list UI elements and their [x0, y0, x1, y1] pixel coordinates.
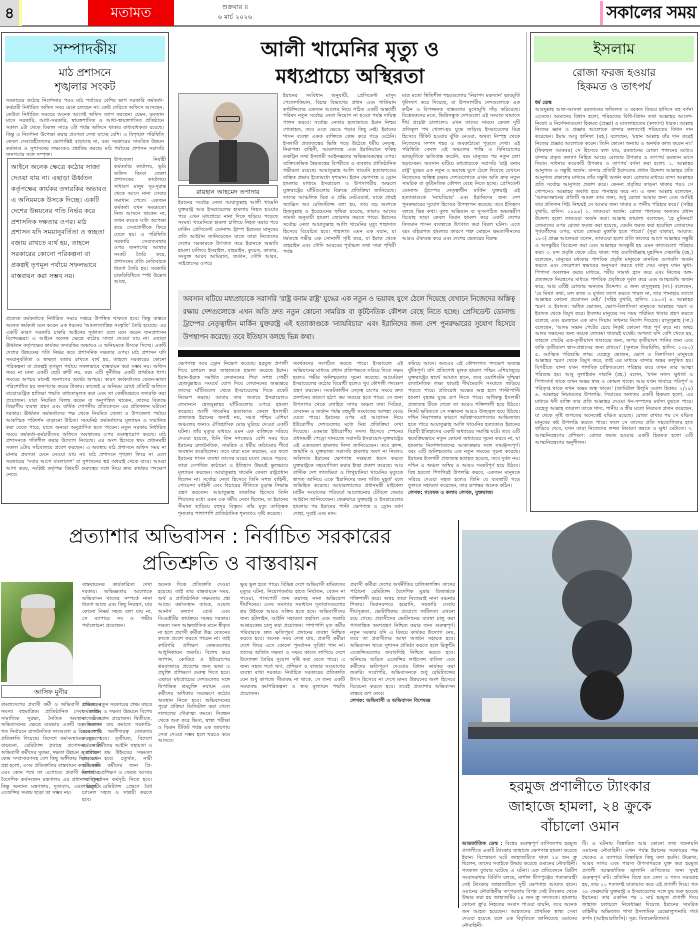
photo-ship-hull: [468, 727, 698, 739]
news-text: বিশ্বের গুরুত্বপূর্ণ বাণিজ্যপথ হরমুজ প্রণালীতে একটি ট্যাংকার জাহাজে ক্ষেপণাস্ত্র হামলা করেছে ইরান। বিস্ফোরণ ঘটে জাহাজটিতে থাকা ২৪ জন ক্রু ছিলেন, তাদের সবাইকে উদ্ধার করেছে ওমানের নৌবাহিনী। গতকাল বুধবার ঘটেছে এ ঘটনা। এক প্রতিবেদনে ব্রিটিশ সংবাদমাধ্যম বিবিসি বলছে, মার্শাল দ্বীপপুঞ্জের পতাকাবাহী সেই ট্যাংকার জাহাজটিতে দুটি ক্ষেপণাস্ত্র আঘাত হানে। ওমানের নৌবাহিনীর তৎপরতায় বিপন্ন সেই ট্যাংকার থেকে উদ্ধার করা হয় জাহাজটির ২৪ জন ক্রু সদস্যকে। হামলায় কোনো ক্রু'র নিহতের সংবাদ পাওয়া যায়নি, তবে অনেক জন আহত হয়েছেন। আহতদের প্রাথমিক স্বাস্থ্য সেবা দেওয়া হয়েছে বলে এক বিবৃতিতে জানিয়েছে ওমানের নৌবাহিনী-: [462, 841, 577, 929]
lead-byline: লেখক: গবেষক ও কলাম লেখক, যুক্তরাজ্য: [408, 490, 493, 497]
date: ৬ মার্চ ২০২৬: [217, 13, 253, 21]
news-headline-line: বাঁচালো ওমান: [540, 819, 620, 835]
lead-bottom-column-1: ক্ষেপণাস্ত্র আর ড্রোন নিক্ষেপ করেছে। হরমুজ প্রণালী দিয়ে চলাচল করা জাহাজকে হামলা করেছে ইরান। ইরান-ইরাক সমর্থিত লেবাননের শিয়া সশস্ত্র গোষ্ঠী হেজবুল্লাহও সংঘর্ষে যোগ দিয়ে লেবাননের অভ্যন্তরে তাদের ঘাঁটিগুলো থেকে ইসরায়েলের দিকে রকেট নিক্ষেপ করছে। আবার তার জবাবে ইসরায়েলও লেবাননে হেজবুল্লাহর ঘাঁটিগুলোর ওপরে হামলা করেছে। আলী খামেনির হত্যাকাণ্ড কেবল ইসলামী প্রজাতন্ত্র ইরানের জন্যই নয়, সমগ্র পশ্চিম এশিয়া অঞ্চলের জন্যও ঐতিহাসিক মোড় ঘুরিয়ে দেওয়া একটি ঘটনা। তাঁর মৃত্যুর মাধ্যমে এমন এক ব্যক্তিকে সরিয়ে দেওয়া হয়েছে, যিনি তিন দশকেরও বেশি সময় ধরে ইরানের রাজনৈতিক, সামরিক ও ধর্মীয় কাঠামোর শীর্ষে অবস্থান করেছিলেন। তবে যারা মনে করছেন, এর ফলে ইরানের শাসন ব্যবস্থা তাসের ঘরের মতো ভেঙে পড়বে; তারা সেপথিত কাঠামো ও ইতিহাস উভয়ই ভুলভাবে মূল্যায়ন করছেন। আয়াতুল্লাহ খামেনি কেবল রাষ্ট্রপ্রধান ছিলেন না। সর্বোচ্চ নেতা হিসেবে তিনি সশস্ত্র বাহিনী, গোয়েন্দা বাহিনী এবং বিচারের নীতিতে চূড়ান্ত সিদ্ধান্ত গ্রহণ করতেন। আয়াতুল্লাহ তাকফির হিসেবে তিনি শিয়াদের মধ্যে এমন এক ধর্মীয় নেতা ছিলেন, যা ইরানের সীমানা ছাড়িয়ে বহুদূর বিস্তৃত। তাঁর মৃত্যু তাত্ত্বিক শূন্যতার পাশাপাশি প্রাতিষ্ঠানিক শূন্যতাও সৃষ্টি করেছে।: [178, 361, 288, 517]
second-headline[interactable]: [0, 523, 460, 577]
islam-text: আবদুল্লাহ আল-আসফা রমজানের ফজিলত ও বরকত বিষয়ে হাদিসে বহু বর্ণনা এসেছে। আমাদের বিশ্বাস হলো, শরিয়তের বিধি-বিধান তথা আল্লাহর আদেশ-নিষেধ ও নির্দেশনাগুলো হিকমত (প্রজ্ঞা) ও মাসলাহাতের (কল্যাণ) ধারক। আল্লাহ নিজের জ্ঞান ও প্রজ্ঞার আলোকে বান্দার কল্যাণেই শরিয়তের বিধান দান করেছেন। ইমাম আবু হানিফা (রহ.) বলেছেন, 'মহান আল্লাহ যাঁর দান করেই নিজের প্রজ্ঞার আলোকে করেন। তিনি কোনো অন্যায় ও অনর্থক কাজ করেন না।' (ফিকহুল আকবর) সে হিসেবে বলা যায়, রমজানের রোজা পালনের মধ্যেও বান্দার প্রকৃত কল্যাণ নিহিত আছে। রোজার উপকার ও তাৎপর্য রমজান মাসে সিয়াম সাধনার কয়েকটি উপকার ও তাৎপর্য বর্ণনা করা হলো: ১. আল্লাহর আনুগত্য ও সন্তুষ্টি অর্জন: বান্দার প্রতিটি ইবাদতের প্রধান উদ্দেশ্য আল্লাহর প্রতি আনুগত্য প্রকাশের মাধ্যমে তাঁর সন্তুষ্টি অর্জন করা। রোজার মাধ্যমে বান্দা আল্লাহর প্রতি সর্বোচ্চ আনুগত্য প্রকাশ করে। কেননা প্রবৃত্তির তাড়না থাকার পরও সে গোপনেও আল্লাহর অবাধ্য হয়ে পানাহার করে না। এ জন্য আল্লাহ বলেছেন, 'আদমসন্তানের প্রতিটি আমল তার জন্য, শুধু রোজা আমার জন্য এবং আমিই তার প্রতিদান দিই। নিশ্চয়ই সে আমার জন্য খাবার ও পানীয় পরিহার করে।' (সহিহ বুখারি, হাদিস: ১৮৯৪) ২. তাকওয়া অর্জন: রোজা পালনের অন্যতম প্রধান উদ্দেশ্য হলো তাকওয়া অর্জন করা। আল্লাহ তায়ালা বলেছেন, 'হে মুমিনরা! তোমাদের ওপর রোজা ফরজ করা হয়েছে, যেমনি ফরজ করা হয়েছিল তোমাদের পূর্ববর্তীদের ওপর, যাতে তোমরা মুত্তাকি হতে পারো।' (সুরা বাকারা, আয়াত: ১৮৩) প্রাজ্ঞ আলেমরা বলেন, তাকওয়া হলো প্রতি কাজের আগে আল্লাহর সন্তুষ্টি ও অসন্তুষ্টির বিবেচনা করা এবং আল্লাহর অসন্তুষ্টি হয় এমন কাজগুলো পরিহার করা। ৩. মন্দ প্রবৃত্তি থেকে বেঁচে থাকা: শাহ ওয়ালিউল্লাহ মুহাদ্দিস দেহলভি (রহ.) বলেছেন, মানুষের মধ্যকার পাশবিক প্রবৃত্তি মানুষকে মানবিক গুণাবলি অর্জন করতে এবং ফেরেশতা স্বভাবের অনুসরণ করতে বাধা দেয়। মানুষ যখন ক্ষুধা-পিপাসা অবলম্বন করার মাধ্যমে, শরীর সামর্থ্য হ্রাস করে এবং নিজের অঙ্গ-প্রত্যঙ্গকে নিয়ন্ত্রণের মাধ্যমে পাশবিক প্রবৃত্তিকে দুর্বল করে এবং আত্মশুদ্ধি অর্জন করে, আর এটিই রোজার অন্যতম উদ্দেশ্য। এ জন্য রাসুলুল্লাহ (সা.) বলেছেন, 'যে মিথ্যা কথা, মন্দ কাজ ও মূর্খতা ত্যাগ করতে পারল না, তার পানাহার ত্যাগে আল্লাহর কোনো প্রয়োজন নেই।' (সহিহ বুখারি, হাদিস: ১৯০৩) ৪. আল্লাহর স্মরণ ও ইবাদত: অধিক ভোজন, ভোগ-বিলাসিতা মানুষকে আল্লাহর স্মরণ ও ইবাদত থেকে বিমুখ করে। ইসলাম মানুষের সব সময় পরিমিত খাবার গ্রহণ করতে বলেছে এবং রমজানে এক মাস সিয়াম সাধনার নির্দেশ দিয়েছে। রাসুলুল্লাহ (সা.) বলেছেন, 'আদম সন্তান পেটের চেয়ে নিকৃষ্ট কোনো পাত্র পূর্ণ করে না। অথচ আদম সন্তানের জন্য কয়েক লোকমা খাবারই যথেষ্ট। অগত্যা যদি বেশি খেতে হয়, তাহলে পেটের এক-তৃতীয়াংশ খাবারের জন্য, অপর তৃতীয়াংশ পানির জন্য এবং বাকি তৃতীয়াংশ শ্বাস-প্রশ্বাসের জন্য রাখবে।' (সুনানে তিরমিজি, হাদিস: ২৩৮০) ৫. আত্মিক পরিশুদ্ধি লাভ: যেহেতু ভোজন, ভোগ ও বিলাসিতা মানুষকে আল্লাহর স্মরণ থেকে বিমুখ করে, তাই এর মাধ্যমে বান্দার অন্তর কলুষিত হয়। বিপরীতে বান্দা যখন পাশবিক চাহিদাগুলো পরিহার করে তখন তার আত্মা পরিশুদ্ধ হয়। আবু সুলাইমান দারানি (রহ.) বলেন, 'যখন নফস ক্ষুধার্ত ও পিপাসার্ত থাকে তখন অন্তর স্বচ্ছ ও কোমল থাকে। আর যখন খাবারে পরিপূর্ণ ও পরিতৃপ্ত থাকে তখন অন্তর অন্ধ থাকে।' (জামিউল উলুমি ওয়াল হিকাম: ২/২৯) ৬. আল্লাহর নিয়ামতের উপলব্ধি: সিয়ামের অন্যতম একটি হিকমত হলো, এর মাধ্যমে ধনী ব্যক্তি তার প্রতি আল্লাহর দেওয়া ধন-সম্পদের মর্যাদা বুঝতে পারে। যেহেতু আল্লাহ তায়ালা তাকে খাদ্য, পানীয় ও স্ত্রীর মতো নিয়ামত প্রদান করেছেন, যা থেকে সৃষ্টি জগতের অনেকেই বঞ্চিত রয়েছে। রোজা রাখার পর সে বঞ্চিত মানুষের কষ্ট উপলব্ধি করতে পারে। ফলে সে তাদের প্রতি সহযোগিতার হাত বাড়িয়ে দেবে, যখন তারা নিজেদের লজ্জা নিবারণ করতে ও ক্ষুধা মেটাতে। ৭. আত্মনিয়ন্ত্রণের প্রশিক্ষণ: রোজা ফরজ হওয়ার একটি হিকমত হলো এটি আত্মনিয়ন্ত্রণের অনুশীলন।: [535, 107, 693, 447]
editorial-side-text: উপজেলা নির্বাহী কর্মকর্তার কার্যালয়, ভূমি অফিস কিংবা জেলা প্রশাসকের কার্যালয়ে সাধারণ মানুষ দূর-দূরান্ত থেকে আসে নানা সেবার সমাধান পেতে। একজন কর্মকর্তা যখন সময়মতো নিজ আসনে থাকেন না, তখন কয়েক ঘণ্টা অপেক্ষা করে সেবাপ্রার্থীকে ফিরে যেতে হয়। এ পরিস্থিতি সরকারি সেবাব্যবস্থার ওপর জনগণের আস্থার সংকট তৈরি করে, প্রশাসনের প্রতি নেতিবাচক ধারণা তৈরি হয়। সরকারি চাকরিবিধিতে স্পষ্ট উল্লেখ আছে,: [114, 157, 166, 286]
photo-smoke: [580, 670, 624, 720]
author-caption: রায়হান আহমেদ তপাদার: [178, 185, 278, 198]
newspaper-logo[interactable]: সকালের সময়: [600, 1, 696, 25]
page-number: ৪: [0, 0, 22, 26]
news-headline-line: জাহাজে হামলা, ২৪ ক্রুকে: [508, 799, 652, 815]
second-author-photo: [1, 582, 73, 682]
photo-hair: [21, 594, 55, 608]
second-headline-line: প্রত্যাশার অভিবাসন : নির্বাচিত সরকারের: [68, 524, 392, 548]
second-column-1: বাস্তবায়নের কার্যকারিতা দেখা দরকার। অভিজ্ঞতার আলোকে অভিবাসন খাতের সম্পর্কে নানা ধারণা আছে এবং কিছু নিয়ন্ত্রণ, যার কোনো নিষ্কর্ষ সহজ বলা যায় না, সে ব্যাপারে সব ও গভীর পর্যালোচনা প্রয়োজন।: [82, 582, 152, 629]
lead-column-1: ইরানের সর্বোচ্চ নেতা আয়াতুল্লাহ আলী খামেনি যুক্তরাষ্ট্র আর ইসরায়েলের হামলায় নিহত হওয়ার পরে এখন মধ্যপ্রাচ্যে নানা দিকে ছড়িয়ে পড়েছে সংঘর্ষ। খামেনিকে হামলা চালিয়ে নিহত করার পরে মার্কিন প্রেসিডেন্ট ডোনাল্ড ট্রাম্প ইরানের মানুষের প্রতি আহ্বান জানিয়েছেন যাতে তারা নিজেদের দেশের সরকারকে উৎখাত করে ইরানকে অভাবি হামলা চালিয়ে ইসরাইল, বাহরাইন, কুয়েত, কাতার, সংযুক্ত আরব আমিরাত, জর্ডান, সৌদি আরব, সাইপ্রাসের ওপরে: [178, 200, 278, 268]
second-column-2: অনেক দিকে প্রতিশ্রুতি দেওয়া হয়েছে। তাই তার বাস্তবায়নে সময়, অর্থ ও প্রাতিষ্ঠানিক সক্ষমতার প্রশ্ন আছে। কর্মসংস্থান ব্যাংক, ওয়েজ আর্নার্স কল্যাণ বোর্ড এবং বিএমইটির কার্যক্রমে সমন্বয় দরকার। দক্ষতা সনদ আন্তর্জাতিক মানে স্বীকৃত না হলে প্রবাসী কর্মীরা উচ্চ বেতনের কাজে প্রবেশ করতে পারেন না। তাই কারিগরি প্রশিক্ষণ কেন্দ্রগুলোর আধুনিকায়ন জরুরি। বিশেষ করে জাপান, কোরিয়া ও ইউরোপের শ্রমবাজারে প্রবেশের জন্য ভাষা ও প্রযুক্তি প্রশিক্ষণে গুরুত্ব দিতে হবে। এছাড়া মধ্যপ্রাচ্যের দেশগুলোর সঙ্গে দ্বিপাক্ষিক শ্রমচুক্তি নবায়ন এবং কর্মীদের অধিকার সংরক্ষণে কঠোর অবস্থান নিতে হবে। অভিবাসনের পুরো প্রক্রিয়া ডিজিটাল করা গেলে দালালের দৌরাত্ম্য কমবে। নিবন্ধন থেকে শুরু করে ভিসা, স্বাস্থ্য পরীক্ষা ও বিমান টিকিট পর্যন্ত এক জায়গায় সেবা দেওয়া সম্ভব হলে খরচও কমে আসবে।: [158, 582, 230, 745]
islam-body: [535, 100, 693, 514]
second-column-1b: প্রথমত, নতুন সরকারের প্রথম বছরে কর্মসংস্থান ও দক্ষতা উন্নয়নে বিশেষ বাজেট বরাদ্দ প্রয়োজন। দ্বিতীয়ত, অভিবাসন ব্যয় কমাতে সরকারি-বেসরকারি অংশীদারত্ব জোরদার করতে হবে। তৃতীয়ত, বিদেশে কর্মরত কর্মীদের আইনি সহায়তা ও দূতাবাসে শ্রম উইংয়ের সক্ষমতা বাড়াতে হবে। চতুর্থত, নারী অভিবাসী কর্মীদের জন্য প্রি-ডিপার্চার প্রশিক্ষণ ও ফেরত আসার পর পুনর্বাসন কর্মসূচি নিতে হবে। পঞ্চমত, রেমিট্যান্স প্রেরণে বৈধ চ্যানেল সহজ ও সাশ্রয়ী করতে হবে।: [82, 702, 152, 804]
divider-bar: [178, 350, 520, 357]
editorial-intro: সরকারের কঠোর নির্দেশনার পরও মাঠ পর্যায়ের বেশির ভাগ সরকারি কর্মকর্তা-কর্মচারী নির্ধারিত অফিস সময় মেনে চলছেন না। কেউ দেরিতে অফিসে আসছেন, কেউবা নির্ধারিত সময়ের অনেক আগেই অফিস ত্যাগ করছেন। যেমন, রমজান মাসে সরকারি, আধা-সরকারি, স্বায়ত্তশাসিত ও আধা-স্বায়ত্তশাসিত প্রতিষ্ঠানে সকাল ৯টা থেকে বিকাল সাড়ে ৩টা পর্যন্ত অফিসে থাকার বাধ্যবাধকতা রয়েছে। কিন্তু এ নির্দেশনা উপেক্ষা করার প্রবণতা দেখা যাচ্ছে বেশি। এ বিশৃঙ্খল পরিস্থিতি কেবল সেবাগ্রহীতাদের ভোগান্তিই বাড়াচ্ছে না, বরং সরকারের সামগ্রিক উন্নয়ন কর্মকাণ্ড ও সুশাসনের লক্ষ্যকেও প্রশ্নবিদ্ধ করছে। মাঠ পর্যায়ের প্রশাসন সরাসরি জনগণের সঙ্গে সম্পৃক্ত।: [6, 98, 164, 159]
photo-shirt: [7, 642, 73, 684]
editorial-box: [1, 32, 169, 504]
lead-headline[interactable]: [175, 36, 525, 90]
photo-glasses: [216, 116, 240, 122]
lead-bottom-text: কমিয়ে আনে। অতএব এই কৌশলগত পদক্ষেপ অত্যন্ত ঝুঁকিপূর্ণ। যদি প্রতিশোধ মূলক হামলা পশ্চিম এশিয়াজুড়ে যুক্তরাষ্ট্রের স্বার্থে আঘাত হানে, তবে ওয়াশিংটন দুশ্চিন্তা রাজনৈতিক লক্ষ্য ছাড়াই দীর্ঘমেয়াদি সংঘাতে জড়িয়ে পড়তে পারে। প্রতিরোধ অক্ষের অল্প হলে পাল্টাপাল্টি হামলা বৃহত্তর যুদ্ধে রূপ নিতে পারে। অধিকন্তু ইসলামী প্রজাতন্ত্র টিকে গেলে তা আরও শক্তিশালী হয়ে উঠবে। নিকট ভবিষ্যতে সে সম্ভাবনা আরও উজ্জ্বল হয়ে উঠছে। দখিন নিরাপত্তার কারণে অবিশ্বাসযোগ্যতার আভিজাত্য হতে পারে আয়াতুল্লাহ আলি খামেনির হত্যাকাণ্ড ইরানের বিপ্লবী ইতিহাসের একটি অধ্যায়ের সমাপ্তি ঘটে। তবে এটি স্বয়ংক্রিয়ভাবে নতুন কোনো অধ্যায়ের সূচনা করবে না, যা হামলার নির্দেশদাতাদের আকাঙ্ক্ষার সঙ্গে সামঞ্জস্যপূর্ণ। বরং এটি অনিশ্চয়তার এক নতুন সময়ের সূচনা করেছে। ইরানের ইসলামী প্রজাতন্ত্র হতাহত হয়েছে, তবে দুর্বল নয়। দখিন এ অঞ্চল অস্থির ও আরও সংকটপূর্ণ হয়ে উঠবে। বিশ্ব হয়তো শিগগিরই উপলব্ধি করবে, একজন মানুষকে সরিয়ে দেওয়া সহজ হলেও তিনি যে ব্যবস্থাটি গড়ে তুলতে সহায়তা করেছেন, তার রূপান্তর অনেক কঠিন।: [408, 361, 520, 490]
highlight-quote: অবসান ঘটিয়ে মধ্যপ্রাচ্যকে সরাসরি 'রাষ্ট্র বনাম রাষ্ট্র' যুদ্ধের এক নতুন ও ভয়াবহ যুগে ঠেলে দিয়েছে যেখানে নিজেদের অস্তিত্ব রক্ষায় দেশগুলোকে এখন অতি দ্রুত নতুন কোনো সামরিক বা কূটনৈতিক কৌশল বেছে নিতে হচ্ছে। প্রেসিডেন্ট ডোনাল্ড ট্রাম্পের নেতৃত্বাধীন মার্কিন যুক্তরাষ্ট্র এই হত্যাকাণ্ডকে 'ন্যায়বিচার' এবং ইরানিদের জন্য দেশ পুনরুদ্ধারের সুযোগ হিসেবে উপস্থাপন করেছে। তবে ইতিহাস বলছে ভিন্ন কথা।: [178, 290, 520, 347]
islam-banner: ইসলাম: [534, 36, 694, 62]
weekday: শুক্রবার ॥: [222, 3, 248, 11]
editorial-body: প্রত্যেক কর্মকর্তাকে নির্ধারিত সময়ে দপ্তরে উপস্থিত থাকতে হবে। কিন্তু বাস্তবে অনেক কর্মকর্তা মনে করেন এক ধরনের 'আমলাতান্ত্রিক সংস্কৃতি' তৈরি হয়েছে। এর একটি কারণ সরকারি চাকরি আইনের দুর্বলতা বলে মনে করেন জনপ্রশাসন বিশেষজ্ঞরা। এ আইনে অনেক ক্ষেত্রে কঠোর সাজা দেওয়া যায় না। এছাড়া ঊর্ধ্বতন কর্তৃপক্ষের কার্যকর তদারকির অভাবও এ অনিয়মকে উসকে দিচ্ছে। একটি দেশের উন্নয়নের গতি নির্ভর করে প্রশাসনিক দক্ষতার ওপর। মাঠ প্রশাসন যদি সময়ানুবর্তিতা ও স্বচ্ছতা বজায় রাখতে ব্যর্থ হয়, তাহলে সরকারের কোনো পরিকল্পনা বা প্রকল্পই তৃণমূল পর্যায়ে সফলভাবে বাস্তবায়ন করা সম্ভব নয়। অফিস সময় না মানা একটি ছোট ত্রুটি নয়, বরং এটি দুর্নীতির একটি প্রাথমিক ধাপ। সময়ের অপচয় মানেই জনগণের অর্থের অপচয়। কারণ কর্মকর্তাদের বেতন-ভাতা পরিশোধিত হয় জনগণের করের টাকায়। কাজেই এ অনিয়ম রোধে প্রতিটি অফিসে বায়োমেট্রিক হাজিরা পদ্ধতি বাধ্যতামূলক করা এবং তা কেন্দ্রীয়ভাবে তদারকি করা প্রয়োজন। যারা নিয়মিত বিলম্ব করেন বা অনুপস্থিত থাকেন, তাদের বিরুদ্ধে বিভাগীয় ব্যবস্থা গ্রহণ এবং বার্ষিক গোপনীয় প্রতিবেদনে এর প্রতিফলন ঘটানো দরকার। ঊর্ধ্বতন কর্মকর্তাদের পক্ষ থেকে নিয়মিত জেলা ও উপজেলা পর্যায়ে আকস্মিক পরিদর্শন বাড়ানো উচিত। সময়নিষ্ঠ কর্মকর্তাদের মূল্যায়ন ও সম্মানিত করা যেতে পারে, যাতে অন্যরা অনুপ্রাণিত হতে পারেন। নতুন সরকার নির্ধারিত সময়ে কর্মকর্তা-কর্মচারীদের অফিসে অবস্থানের ওপর গুরুত্বারোপ করছে। মাঠ প্রশাসনকে গতিশীল করার উদ্যোগ নিয়েছে। এর অংশ হিসেবে স্বয়ং প্রধানমন্ত্রী সকাল ৯টায় সচিবালয়ে প্রবেশ করছেন। এ অবস্থায় মাঠ প্রশাসনে অফিস সময় না মানার প্রবণতা মেনে নেওয়া যায় না। মাঠ প্রশাসনে শৃঙ্খলা ফিরে না এলে সরকারের 'সবার আগে বাংলাদেশ' বা সুশাসনের স্বপ্ন অধরাই থেকে যাবে। আমরা আশা করব, সংশ্লিষ্ট কর্তৃপক্ষ বিষয়টি গুরুত্বের সঙ্গে নিয়ে দ্রুত কার্যকর পদক্ষেপ নেবে।: [6, 316, 166, 479]
lead-bottom-column-2: সমর্থকদের সংগঠিত করতে পারে। ইসরায়েল এই অভিযানের মাধ্যমে প্রধান প্রতিপক্ষকে সরিয়ে দিতে সক্ষম হলেও গভীর অনিশ্চয়তার সূচনা করেছে। আমেরিকা ইসরায়েলের কঠোর বিরোধী হলেও খুব কৌশলী পদক্ষেপ গ্রহণ করবেন। সংকটকালীন নেতৃত্ব চাপের সময়ে দ্রুত প্রদর্শনের কারণে হঠাৎ কম সময়ের হতে পারে। সে জন্য উপসাগর থেকে লোহিত সাগর অঞ্চল তথা সিরিয়া, লেবানন ও জর্ডান পর্যন্ত বহুমুখী সংঘাতের আশঙ্কা বেড়ে যেতে পারে। ইরানের ওপর এই আগ্রাসন নিয়ে ইউরোপীয় দেশগুলোর মধ্যে মিশ্র প্রতিক্রিয়া দেখা দিয়েছে। একমাত্র ইউরোপীয় সদস্য হিসেবে স্পেনের প্রধানমন্ত্রী পেড্রো সানচেজ সরাসরি ইসরায়েল-যুক্তরাষ্ট্রের এই একতরফা হামলার নিন্দা জানিয়েছেন। তবে ফ্রান্স, জার্মানি ও যুক্তরাজ্য সরাসরি হামলায় অংশ না নিলেও অবিলম্বে ইরানের ক্ষেপণাস্ত্র সক্ষমতা ধ্বংস করতে যুক্তরাষ্ট্রকে সহযোগিতা করার ইচ্ছা প্রকাশ করেছে। আর বাল্টিক দেশ লাতভিয়া ও লিথুয়ানিয়া খামেনির মৃত্যুকে স্বাগত জানিয়ে একে 'ইরানিদের জন্য গর্বিত মুহূর্ত' বলে অভিহিত করেছে। আয়ারল্যান্ডের প্রধানমন্ত্রী মাইকেল মার্টিন সংঘাতের পরিবর্তে আলোচনার টেবিলে ফেরার আহ্বান জানিয়েছেন। ফেব্রুয়ারে যুক্তরাষ্ট্র ও ইসরায়েলের হামলার পর ইরানের পাল্টা ক্ষেপণাস্ত্র ও ড্রোন বর্ষণ দোহা, দুবাই এবং মান-: [293, 361, 403, 517]
lead-column-3: মাত্র মতো স্থিতিশীল শহরগুলোর 'নিরাপদ মরূদ্যান' ভাবমূর্তি ধূলিসাৎ করে দিয়েছে, যা উপসাগরীয় দেশগুলোকে এক কঠিন ও বিপজ্জনক বাস্তবতার মুখোমুখি দাঁড় করিয়েছে। বিশ্লেষকদের মতে, ভিন্নিসন্ধুক দেশগুলো এই সংঘাত থামাতে দীর্ঘ প্রচেষ্টা চালালেও এখন তাদের সামনে কেবল দুটি প্রতিকূল পথ খোলা-হয় যুদ্ধে জড়িয়ে ইসরায়েলের মিত্র হিসেবে টিকিট হওয়ার ঝুঁকি নেওয়া, অথবা নিস্পৃহ থেকে নিজেদের সম্পদ শহর ও অবকাঠামো পুড়তে দেখা। এই পরিস্থিতি কেবল এই অঞ্চলের শান্তি ও বিনিয়োগের ভাবমূর্তিকে ক্ষতিগ্রস্ত করেনি, বরং মানুষের পর নতুন চলা ছড়াচ্ছেন। অবসান ঘটিয়ে মধ্যপ্রাচ্যকে সরাসরি 'রাষ্ট্র বনাম রাষ্ট্র' যুদ্ধের এক নতুন ও ভয়াবহ যুগে ঠেলে দিয়েছে যেখানে নিজেদের অস্তিত্ব রক্ষায় দেশগুলোকে এখন অতি দ্রুত নতুন সামরিক বা কূটনৈতিক কৌশল বেছে নিতে হচ্ছে। প্রেসিডেন্ট ডোনাল্ড ট্রাম্পের নেতৃত্বাধীন মার্কিন যুক্তরাষ্ট্র এই হত্যাকাণ্ডকে 'ন্যায়বিচার' এবং ইরানিদের জন্য দেশ পুনরুদ্ধারের সুযোগ হিসেবে উপস্থাপন করেছে। তবে ইতিহাস বলছে ভিন্ন কথা। তুল্য অভিযান বা সুসংগঠিত অভ্যন্তরীণ বিদ্রোহ ছাড়া কেবল বিমান হামলা করে একটি দেশের বিদ্যমান শাসন ব্যবস্থাকে উৎখাত করা বিরল ঘটনা। এতে বরং বহিরাগত হামলার কারণে শত্রু মোহনে ক্ষমতাসীনদের আরও ঐক্যবদ্ধ করে এবং দেশের ভেতরের বিরুদ্ধ: [402, 93, 520, 242]
second-headline-line: প্রতিশ্রুতি ও বাস্তবায়ন: [142, 551, 318, 575]
masthead: [0, 0, 700, 27]
islam-title[interactable]: [531, 66, 697, 94]
lead-bottom-column-3: [408, 361, 520, 503]
second-column-0: বাংলাদেশের প্রবাসী কর্মী ও অভিবাসী শ্রমিকদের সমস্যা বহুমাত্রিক। প্রাতিষ্ঠানিক সেবা প্রাপ্তি, সামাজিক সুরক্ষা, নৈতিক অবস্থান এবং অভিবাসনের ক্ষেত্রে ব্যয়ভার একটি বড় সমস্যা। গত নির্বাচনে রাজনৈতিক দলগুলো এ বিষয়ে স্পষ্ট প্রতিশ্রুতি দিয়েছে। বিদেশে কর্মসংস্থানের সুযোগ বাড়ানো, রেমিট্যান্স প্রবাহে প্রণোদনা, নারী অভিবাসী কর্মীদের সুরক্ষা, দক্ষতা উন্নয়ন ও প্রশিক্ষণ কেন্দ্র সম্প্রসারণসহ বেশ কিছু অঙ্গীকার ছিল। এখন প্রশ্ন হলো, এসব প্রতিশ্রুতির বাস্তবায়ন কতটা সম্ভব এবং কোন পথে তা এগোবে। প্রবাসী কল্যাণ ও বৈদেশিক কর্মসংস্থান মন্ত্রণালয় এর প্রধান দায়িত্বে। কিন্তু অন্যান্য মন্ত্রণালয়, দূতাবাস, এবং রিক্রুটিং এজেন্সির সমন্বয় ছাড়া তা সম্ভব নয়।: [1, 702, 101, 797]
second-author-caption: আসিফ মুনীর: [1, 685, 101, 698]
news-headline-line: হরমুজ প্রণালীতে ট্যাংকার: [509, 779, 651, 795]
editorial-title-line: মাঠ প্রশাসনে: [58, 67, 112, 79]
islam-dept: ধর্ম ডেস্ক: [535, 100, 552, 106]
editorial-title[interactable]: [2, 66, 168, 94]
second-byline: লেখক: অভিবাসী ও অভিবাসন বিশেষজ্ঞ: [350, 697, 431, 704]
lead-column-2: ইরানের সংবিধান অনুযায়ী, প্রেসিডেন্ট মাসুদ পেজেশকিয়ান, বিচার বিভাগের প্রধান এবং গার্ডিয়ান কাউন্সিলের একজন আলেম নিয়ে গঠিত একটি অন্তর্বর্তী পরিষদ নতুন সর্বোচ্চ নেতা নিয়োগ না হওয়া পর্যন্ত দায়িত্ব পালন করবে। সর্বোচ্চ নেতার হত্যাকাণ্ডে ইরান নিশ্চয় শোকাহত, তবে এতে ভেঙে পড়ার কিছু নেই। ইরানের শাসন ব্যবস্থা একক ব্যক্তিকে কেন্দ্র করে গড়ে ওঠেনি। ইসলামী প্রজাতন্ত্রের ভিত্তি গড়ে উঠেছে ধর্মীয় নেতৃত্ব, নিরাপত্তা বাহিনী, আমলাতন্ত্র এবং ইরানিয়ানে ফকিহ ডকট্রিন তথা ইসলামী আইনজ্ঞদের অভিভাবকত্বের ওপর। ব্যক্তিকেন্দ্রিক স্বৈরতন্ত্রের বিপরীতে এ ব্যবস্থায় প্রাতিষ্ঠানিক গভীরতা রয়েছে। আয়াতুল্লাহ আলি খামেনি হত্যাকাণ্ডের বাস্তিক প্রভাব ইতোমধ্যে দৃশ্যমান। ইরান ক্ষেপণাস্ত্র ও ড্রোন হামলার মাধ্যমে ইসরায়েল ও উপসাগরীয় অঞ্চলে যুক্তরাষ্ট্রের ঘাঁটিগুলোর বিরুদ্ধে প্রতিক্রিয়া জানিয়েছে। তাদের আঞ্চলিক মিত্র ও প্রক্সি নেটওয়ার্ক, যাকে প্রায়ই অ্যাক্সিস অব রেজিস্ট্যান্স বলা হয়, তার বড় অংশকে হিজবুল্লাহ ও ইয়েমেনের হুথিরা রয়েছে, তারাও আদের সামর্থ্য অনুযায়ী হামলা জোরদার করতে পারে। ইরানের সর্বোচ্চ নেতা আয়াতুল্লাহ আলি খামেনির মৃত্যু শাহাদাত হিসেবে বিবেচিত হবে। শাহাদাত এমন এক বয়ান, যা ধর্মতন্ত্রে গভীর এক সোনালী সৃষ্টি করে, যা ইরাক থেকে বাহরাইন এবং সৌদি আরবের পূর্বাঞ্চল তথা সারা পৃথিবী পর্যন্ত: [283, 93, 396, 256]
dateline: [200, 2, 270, 22]
news-column-1: [462, 841, 577, 929]
editorial-pull-quote: আইনে অনেক ক্ষেত্রে কঠোর সাজা দেওয়া যায় না। এছাড়া ঊর্ধ্বতন কর্তৃপক্ষের কার্যকর তদারকির অভাবও এ অনিয়মকে উসকে দিচ্ছে। একটি দেশের উন্নয়নের গতি নির্ভর করে প্রশাসনিক দক্ষতার ওপর। মাঠ প্রশাসন যদি সময়ানুবর্তিতা ও স্বচ্ছতা বজায় রাখতে ব্যর্থ হয়, তাহলে সরকারের কোনো পরিকল্পনা বা প্রকল্পই তৃণমূল পর্যায়ে সফলভাবে বাস্তবায়ন করা সম্ভব নয়।: [7, 158, 111, 310]
islam-title-line: হিকমত ও তাৎপর্য: [577, 81, 651, 93]
news-column-2: টি। এ ঘটনায় বিস্তারিত আর কোনো তথ্য জানায়নি ওমানের নৌবাহিনী। এখন পর্যন্ত ইরানের সরকারের পক্ষ থেকেও এ ব্যাপারে বিস্তারিত কিছু বলা হয়নি। উল্লেখ্য, আরব সাগর এবং পারস্য উপসাগরকে যুক্ত করা হরমুজ প্রণালী আন্তর্জাতিক জ্বালানি বাণিজ্যের জন্য খুবই গুরুত্বপূর্ণ রুট। প্রতিদিন বিশ্বে যত তেল ও গ্যাস সরবরাহ হয়, তার ২০ শতাংশই যাতায়াত করে এই প্রণালী দিয়ে। গত ২৮ ফেব্রুয়ারি যুক্তরাষ্ট্র ও ইসরায়েলের সঙ্গে যুদ্ধ শুরু হয়েছে ইরানের। তার একদিন পর ১ মার্চ হরমুজ প্রণালী দিয়ে জাহাজ চলাচলে নিষেধাজ্ঞা দিয়েছে ইরানের সামরিক বাহিনীর অভিজাত শাখা ইসলামিক রেভোল্যুশনারি গার্ড কর্পস (আইআরজিসি)। সূত্র: বিজনেস্ট্যান্ডার্ড: [582, 841, 698, 922]
editorial-title-line: শৃঙ্খলার সংকট: [54, 81, 116, 93]
editorial-banner: সম্পাদকীয়: [5, 36, 165, 62]
islam-box: [530, 32, 698, 512]
news-dept: আন্তর্জাতিক ডেস্ক :: [462, 841, 503, 847]
column-rule: [458, 520, 459, 908]
section-tag[interactable]: মতামত: [88, 0, 174, 26]
second-column-4: [350, 582, 455, 907]
tanker-photo: [462, 530, 698, 775]
author-photo: [178, 93, 278, 181]
second-text: প্রবাসী কর্মীরা দেশের অর্থনীতির চালিকাশক্তি। তাদের পাঠানো রেমিট্যান্স বৈদেশিক মুদ্রার রিজার্ভকে শক্তিশালী করে। অথচ তারা নিজেরাই নানা বঞ্চনার শিকার। বিমানবন্দরে হয়রানি, সরকারি সেবায় দীর্ঘসূত্রতা, ভোটাধিকার প্রয়োগে জটিলতা এখনো রয়ে গেছে। প্রবাসীদের ভোটদানের ব্যবস্থা চালু করা গণতান্ত্রিক অংশগ্রহণ নিশ্চিত করার জন্য গুরুত্বপূর্ণ। নতুন সরকার যদি এ বিষয়ে কার্যকর উদ্যোগ নেয়, তবে তা প্রবাসীদের আস্থা অর্জনে সহায়ক হবে। অভিবাসন খাতে সুশাসন প্রতিষ্ঠা করতে হলে রিক্রুটিং এজেন্সিগুলোর জবাবদিহি নিশ্চিত করতে হবে। অনিয়মে জড়িত এজেন্সির লাইসেন্স বাতিল এবং কর্মীদের ক্ষতিপূরণ দেওয়ার বিধান কার্যকর করা জরুরি। সর্বোপরি, অভিবাসনকে শুধু রেমিট্যান্সের উৎস হিসেবে না দেখে মানব উন্নয়নের অংশ হিসেবে বিবেচনা করতে হবে। তবেই প্রত্যাশার অভিবাসন বাস্তবে রূপ নেবে।: [350, 582, 455, 697]
photo-ship-bridge: [482, 698, 510, 722]
photo-shirt: [219, 140, 237, 182]
islam-title-line: রোজা ফরজ হওয়ার: [572, 67, 656, 79]
lead-headline-line: আলী খামেনির মৃত্যু ও: [260, 37, 440, 61]
news-headline[interactable]: [462, 777, 698, 837]
column-rule: [526, 32, 527, 512]
second-column-3: ক্ষুদ্র ভুল হতে পারে। বিভিন্ন দেশে অভিবাসী শ্রমিকদের মৃত্যুর ঘটনা, নিয়োগকর্তার হাতে নির্যাতন, বেতন না পাওয়া, পাসপোর্ট জব্দ করাসহ নানা অভিযোগ দীর্ঘদিনের। এসব সমস্যার সমাধানে দূতাবাসগুলোর শ্রম উইংকে আরও সক্রিয় হতে হবে। অভিবাসীদের জন্য হটলাইন, আইনি সহায়তা তহবিল এবং জরুরি আশ্রয়কেন্দ্র চালু করা প্রয়োজন। পাশাপাশি মৃত কর্মীর পরিবারকে দ্রুত ক্ষতিপূরণ প্রদানের ব্যবস্থা নিশ্চিত করতে হবে। অনেক সময় দেখা যায়, প্রবাসী কর্মীরা দেশে ফিরে এসে কোনো পুনর্বাসন সুবিধা পান না। তাদের অর্জিত দক্ষতা ও সঞ্চয় কাজে লাগিয়ে দেশে উদ্যোক্তা তৈরির সুযোগ সৃষ্টি করা যেতে পারে। এ জন্য সহজ শর্তে ঋণ, প্রশিক্ষণ ও বাজার সংযোগের ব্যবস্থা রাখা দরকার। নির্বাচিত সরকারের প্রতিশ্রুতি যেন শুধু কাগজে সীমাবদ্ধ না থাকে, সে জন্য একটি সময়াবদ্ধ কর্মপরিকল্পনা ও স্বচ্ছ মূল্যায়ন পদ্ধতি প্রয়োজন।: [240, 582, 345, 697]
lead-headline-line: মধ্যপ্রাচ্যে অস্থিরতা: [275, 64, 425, 88]
